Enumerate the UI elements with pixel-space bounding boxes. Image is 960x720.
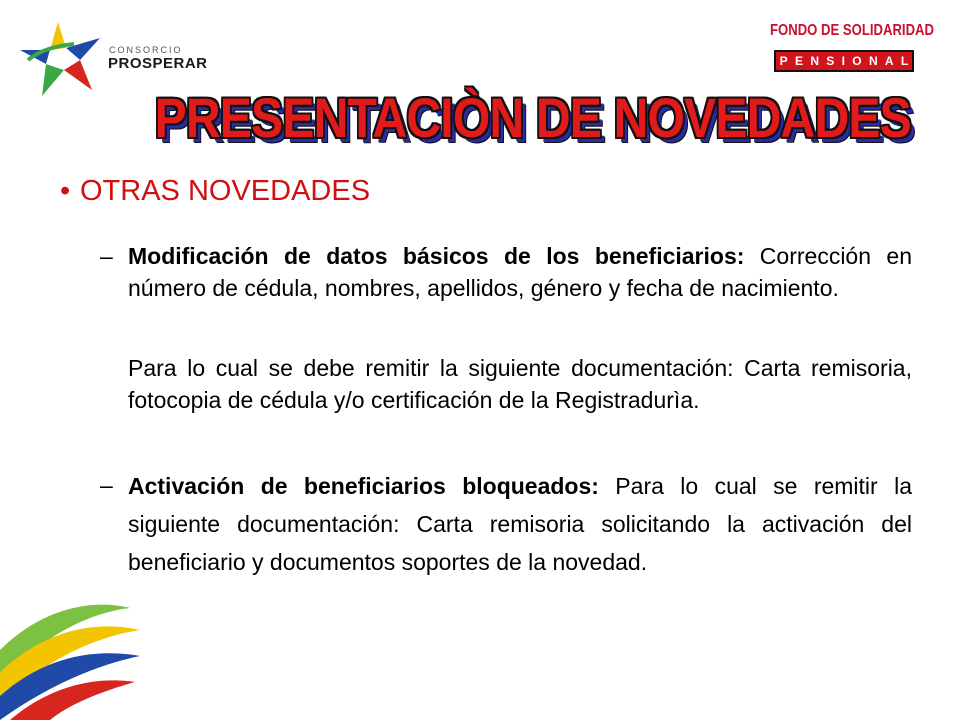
slide-title: PRESENTACIÒN DE NOVEDADES <box>154 86 911 149</box>
item-text: Corrección en número de cédula, nombres, apellidos, género y fecha de nacimiento. <box>128 243 912 301</box>
item-paragraph-documentacion: Para lo cual se debe remitir la siguiente documentación: Carta remisoria, fotocopia de cédula y/o certificación de la Registradurìa. <box>128 355 912 413</box>
star-emblem-icon <box>20 20 110 100</box>
novedad-item-modificacion <box>100 240 912 304</box>
pensional-letter: A <box>884 54 894 68</box>
pensional-letter: P <box>779 54 788 68</box>
fondo-solidaridad-pensional-logo <box>770 22 934 82</box>
pensional-letter: N <box>868 54 878 68</box>
item-heading: Activación de beneficiarios bloqueados: <box>128 473 599 499</box>
pensional-letter: I <box>841 54 845 68</box>
dash-marker: – <box>100 472 113 498</box>
novedad-item-activacion <box>100 467 912 581</box>
item-body <box>128 240 912 304</box>
pensional-bar <box>774 50 914 72</box>
pensional-letter: O <box>852 54 862 68</box>
pensional-letter: E <box>794 54 803 68</box>
bullet-heading <box>60 175 370 208</box>
bullet-label: OTRAS NOVEDADES <box>80 175 371 207</box>
item-heading: Modificación de datos básicos de los beneficiarios: <box>128 243 745 269</box>
item-text: Para lo cual se remitir la siguiente documentación: Carta remisoria solicitando la activación del beneficiario y documentos soportes de la novedad. <box>128 473 912 575</box>
item-body <box>128 467 912 581</box>
fondo-title-text: FONDO DE SOLIDARIDAD <box>770 22 934 39</box>
logo-consorcio-text: CONSORCIO <box>109 45 183 55</box>
bullet-dot: • <box>60 175 71 207</box>
pensional-letter: S <box>826 54 835 68</box>
colombia-swoosh-decoration <box>0 590 150 720</box>
pensional-letter: L <box>900 54 909 68</box>
logo-prosperar-text: PROSPERAR <box>108 55 208 72</box>
dash-marker: – <box>100 243 113 269</box>
pensional-letter: N <box>810 54 819 68</box>
